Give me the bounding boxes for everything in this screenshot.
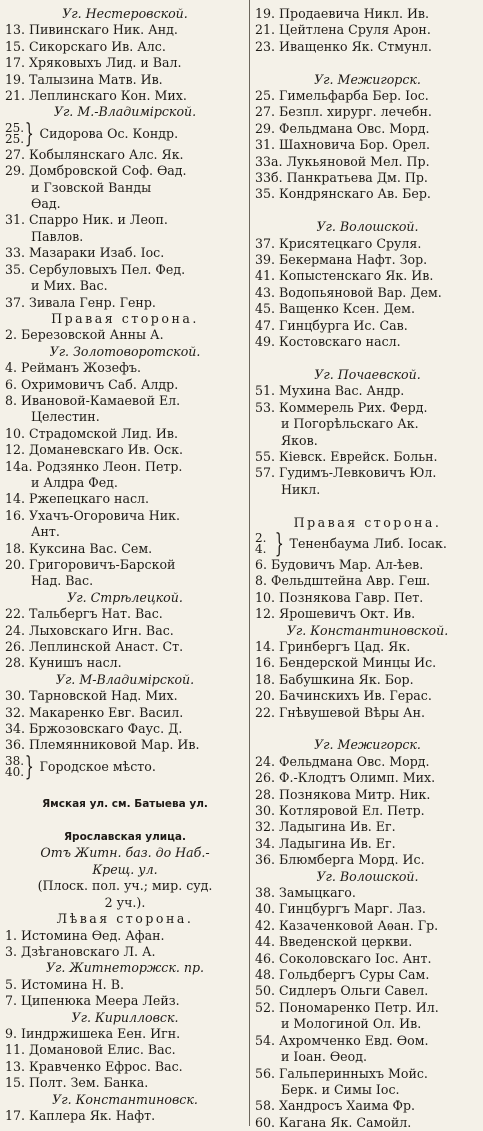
house-number: 2. (255, 530, 267, 545)
house-entry: 45. Ващенко Ксен. Дем. (255, 301, 415, 317)
street-corner-heading: Уг. Константиновск. (52, 1091, 198, 1107)
house-entry: 5. Истомина Н. В. (5, 976, 124, 992)
house-entry: 23. Иващенко Як. Стмунл. (255, 38, 432, 54)
house-number: 38. (5, 753, 25, 768)
house-entry: 11. Домановой Елис. Вас. (5, 1042, 176, 1058)
spacer (255, 351, 480, 367)
house-entry: 2. Березовской Анны А. (5, 327, 164, 343)
house-entry: 18. Бабушкина Як. Бор. (255, 671, 414, 687)
street-corner-heading: Уг. Константиновской. (286, 622, 449, 638)
house-entry: 48. Гольдбергъ Суры Сам. (255, 967, 430, 983)
house-entry: 10. Познякова Гавр. Пет. (255, 589, 424, 605)
house-entry: 26. Ф.-Клодтъ Олимп. Мих. (255, 770, 436, 786)
house-entry: 52. Пономаренко Петр. Ил. (255, 999, 439, 1015)
house-entry: 30. Тарновской Над. Мих. (5, 688, 178, 704)
house-numbers (5, 120, 27, 146)
house-entry: 12. Доманевскаго Ив. Оск. (5, 442, 184, 458)
house-entry-grouped (5, 121, 245, 147)
house-entry: 27. Безпл. хирург. лечебн. (255, 104, 432, 120)
house-entry: 33а. Лукьяновой Мел. Пр. (255, 153, 430, 169)
side-heading: Лѣвая сторона. (56, 911, 194, 927)
house-entry: 25. Гимельфарба Бер. Іос. (255, 88, 429, 104)
house-entry: 8. Фельдштейна Авр. Геш. (255, 573, 431, 589)
street-heading: Ярославская улица. (63, 831, 187, 844)
house-entry: 13. Кравченко Ефрос. Вас. (5, 1058, 183, 1074)
house-entry: 54. Ахромченко Евд. Ѳом. (255, 1032, 429, 1048)
street-corner-heading: Уг. Житнеторжск. пр. (45, 960, 205, 976)
house-entry: 14. Гринбергъ Цад. Як. (255, 638, 411, 654)
house-entry: 13. Пивинскаго Ник. Анд. (5, 22, 178, 38)
entry-continuation: и Алдра Фед. (31, 474, 118, 490)
entry-continuation: Павлов. (31, 228, 84, 244)
spacer (255, 55, 480, 71)
house-entry: 57. Гудимъ-Левковичъ Юл. (255, 465, 437, 481)
house-entry: 16. Бендерской Минцы Ис. (255, 655, 437, 671)
house-entry: 17. Каплера Як. Нафт. (5, 1107, 156, 1123)
entry-continuation: Ант. (31, 524, 60, 540)
house-entry: 46. Соколовскаго Іос. Ант. (255, 950, 432, 966)
house-numbers (255, 530, 277, 556)
house-entry: 43. Водопьяновой Вар. Дем. (255, 284, 442, 300)
entry-continuation: Над. Вас. (31, 573, 94, 589)
house-entry: 20. Бачинскихъ Ив. Герас. (255, 688, 432, 704)
house-entry: 38. Замыцкаго. (255, 885, 356, 901)
house-entry: 51. Мухина Вас. Андр. (255, 383, 405, 399)
house-entry: 33б. Панкратьева Дм. Пр. (255, 170, 428, 186)
house-entry: 12. Ярошевичъ Окт. Ив. (255, 606, 416, 622)
house-entry: 60. Кагана Як. Самойл. (255, 1114, 412, 1130)
house-entry: 15. Полт. Зем. Банка. (5, 1075, 149, 1091)
house-entry: 31. Спарро Ник. и Леоп. (5, 212, 168, 228)
house-entry: 6. Охримовичъ Саб. Алдр. (5, 376, 179, 392)
brace-glyph: } (274, 530, 284, 557)
house-entry: 10. Страдомской Лид. Ив. (5, 425, 178, 441)
street-heading: Ямская ул. см. Батыева ул. (42, 798, 208, 811)
house-entry: 33. Мазараки Изаб. Іос. (5, 245, 165, 261)
house-entry: 31. Шахновича Бор. Орел. (255, 137, 431, 153)
district-note: (Плоск. пол. уч.; мир. суд. (37, 878, 213, 894)
house-entry: 27. Кобылянскаго Алс. Як. (5, 146, 184, 162)
house-entry: 56. Гальперинныхъ Мойс. (255, 1065, 428, 1081)
spacer (255, 498, 480, 514)
house-entry: 18. Куксина Вас. Сем. (5, 540, 153, 556)
street-corner-heading: Уг. Почаевской. (314, 366, 421, 382)
entry-continuation: Яков. (281, 432, 318, 448)
house-entry: 3. Дзѣгановскаго Л. А. (5, 943, 156, 959)
brace-glyph: } (24, 120, 34, 147)
house-entry: 20. Григоровичъ-Барской (5, 557, 176, 572)
house-entry: 42. Казаченковой Аѳан. Гр. (255, 917, 439, 933)
house-entry: 29. Фельдмана Овс. Морд. (255, 120, 430, 136)
street-corner-heading: Уг. Волошской. (316, 868, 419, 884)
brace-glyph: } (24, 753, 34, 780)
street-corner-heading: Уг. Межигорск. (314, 71, 421, 87)
house-entry: 36. Племянниковой Мар. Ив. (5, 737, 200, 753)
house-entry: 37. Крисятецкаго Сруля. (255, 235, 422, 251)
house-entry: 6. Будовичъ Мар. Ал-ѣев. (255, 556, 424, 572)
street-corner-heading: Уг. М-Владимірской. (55, 671, 195, 687)
spacer (5, 780, 245, 796)
house-entry: 39. Бекермана Нафт. Зор. (255, 252, 428, 268)
house-entry: 29. Домбровской Соф. Ѳад. (5, 163, 187, 179)
house-entry: 58. Хандросъ Хаима Фр. (255, 1098, 416, 1114)
house-entry: 16. Ухачъ-Огоровича Ник. (5, 507, 181, 523)
house-entry: 22. Тальбергъ Нат. Вас. (5, 606, 163, 622)
street-corner-heading: Уг. Золотоворотской. (49, 343, 201, 359)
entry-continuation: Берк. и Симы Іос. (281, 1081, 400, 1097)
owner-name: Сидорова Ос. Кондр. (39, 125, 179, 141)
house-entry: 28. Кунишъ насл. (5, 655, 122, 671)
street-corner-heading: Крещ. ул. (92, 861, 158, 877)
house-entry: 53. Коммерель Рих. Ферд. (255, 399, 428, 415)
house-entry: 32. Ладыгина Ив. Ег. (255, 819, 396, 835)
house-entry: 7. Ципенюка Меера Лейз. (5, 993, 180, 1009)
entry-continuation: Целестин. (31, 409, 100, 425)
left-column (5, 6, 245, 1124)
owner-name: Тененбаума Либ. Іосак. (289, 535, 447, 551)
house-entry: 9. Іиндржишека Еен. Игн. (5, 1025, 181, 1041)
house-entry: 55. Кіевск. Еврейск. Больн. (255, 448, 438, 464)
house-entry: 30. Котляровой Ел. Петр. (255, 803, 425, 819)
house-entry: 44. Введенской церкви. (255, 934, 413, 950)
entry-continuation: и Іоан. Ѳеод. (281, 1049, 367, 1065)
house-entry: 8. Ивановой-Камаевой Ел. (5, 392, 181, 408)
house-number: 4. (255, 541, 267, 556)
house-entry: 14. Ржепецкаго насл. (5, 491, 150, 507)
house-entry: 34. Ладыгина Ив. Ег. (255, 835, 396, 851)
side-heading: Правая сторона. (51, 310, 199, 326)
house-entry: 35. Кондрянскаго Ав. Бер. (255, 186, 431, 202)
owner-name: Городское мѣсто. (39, 758, 156, 774)
street-corner-heading: Уг. Кирилловск. (71, 1009, 179, 1025)
house-entry: 32. Макаренко Евг. Васил. (5, 704, 184, 720)
house-entry: 28. Познякова Митр. Ник. (255, 786, 431, 802)
house-entry: 37. Зивала Генр. Генр. (5, 294, 156, 310)
right-column (255, 6, 480, 1131)
house-entry: 50. Сидлеръ Ольги Савел. (255, 983, 429, 999)
street-corner-heading: Отъ Житн. баз. до Наб.- (40, 845, 210, 861)
house-entry: 22. Гнѣвушевой Вѣры Ан. (255, 704, 425, 720)
house-entry: 15. Сикорскаго Ив. Алс. (5, 38, 166, 54)
house-entry: 49. Костовскаго насл. (255, 334, 401, 350)
street-corner-heading: Уг. М.-Владимірской. (53, 104, 197, 120)
street-corner-heading: Уг. Нестеровской. (62, 6, 188, 21)
entry-continuation: и Мих. Вас. (31, 278, 108, 294)
house-entry: 36. Блюмберга Морд. Ис. (255, 852, 425, 868)
house-entry: 19. Талызина Матв. Ив. (5, 71, 163, 87)
house-entry: 19. Продаевича Никл. Ив. (255, 6, 430, 21)
street-corner-heading: Уг. Стрѣлецкой. (67, 589, 183, 605)
house-number: 40. (5, 764, 25, 779)
spacer (255, 721, 480, 737)
house-entry: 21. Цейтлена Сруля Арон. (255, 22, 431, 38)
house-entry-grouped (5, 754, 245, 780)
house-entry: 24. Фельдмана Овс. Морд. (255, 753, 430, 769)
entry-continuation: и Гзовской Ванды (31, 179, 152, 195)
house-entry: 26. Леплинской Анаст. Ст. (5, 639, 184, 655)
house-entry-grouped (255, 531, 480, 557)
spacer (5, 813, 245, 829)
house-entry: 17. Хряковыхъ Лид. и Вал. (5, 55, 182, 71)
house-entry: 34. Бржозовскаго Фаус. Д. (5, 721, 183, 737)
house-entry: 21. Леплинскаго Кон. Мих. (5, 88, 187, 104)
entry-continuation: и Погорѣльскаго Ак. (281, 416, 419, 432)
district-note: 2 уч.). (104, 894, 146, 910)
house-number: 25. (5, 120, 25, 135)
house-entry: 1. Истомина Ѳед. Афан. (5, 927, 165, 943)
house-numbers (5, 753, 27, 779)
entry-continuation: и Мологиной Ол. Ив. (281, 1016, 422, 1032)
house-entry: 41. Копыстенскаго Як. Ив. (255, 268, 434, 284)
house-entry: 47. Гинцбурга Ис. Сав. (255, 317, 408, 333)
entry-continuation: Никл. (281, 481, 321, 497)
side-heading: Правая сторона. (293, 514, 442, 530)
column-divider (249, 0, 250, 1126)
house-entry: 14а. Родзянко Леон. Петр. (5, 458, 183, 474)
street-corner-heading: Уг. Волошской. (316, 219, 419, 235)
house-entry: 4. Рейманъ Жозефъ. (5, 360, 141, 376)
entry-continuation: Ѳад. (31, 196, 61, 212)
street-corner-heading: Уг. Межигорск. (314, 737, 421, 753)
house-entry: 24. Лыховскаго Игн. Вас. (5, 622, 174, 638)
spacer (255, 203, 480, 219)
house-entry: 35. Сербуловыхъ Пел. Фед. (5, 261, 186, 277)
house-entry: 40. Гинцбургъ Марг. Лаз. (255, 901, 426, 917)
house-number: 25. (5, 131, 25, 146)
